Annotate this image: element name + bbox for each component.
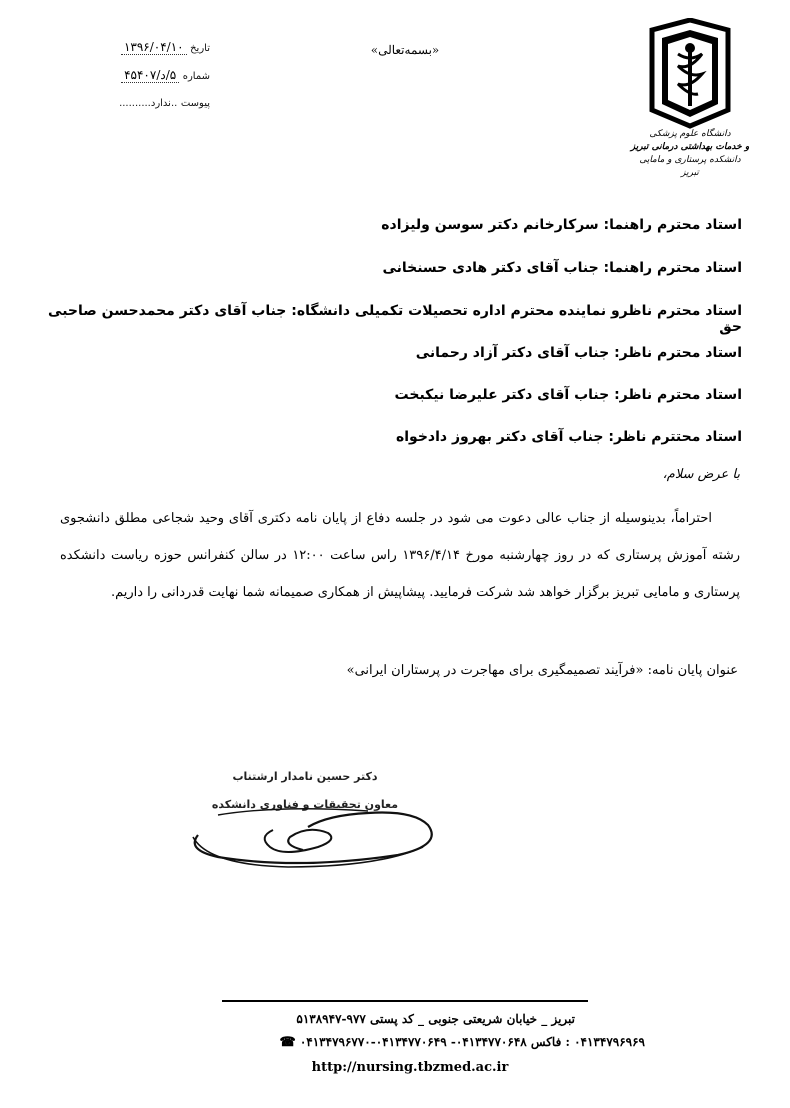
date-value: ۱۳۹۶/۰۴/۱۰ xyxy=(121,40,187,55)
number-row xyxy=(60,68,210,82)
recipient-line: استاد محترم راهنما: سرکارخانم دکتر سوسن ولیزاده xyxy=(381,217,742,233)
telephone-icon: ☎ xyxy=(279,1035,296,1050)
date-row xyxy=(60,40,210,54)
recipient-line: استاد محترم راهنما: جناب آقای دکتر هادی حسنخانی xyxy=(382,260,742,276)
university-logo xyxy=(630,18,750,183)
logo-text-line1: دانشگاه علوم پزشکی xyxy=(649,129,731,139)
date-label: تاریخ xyxy=(190,43,210,54)
logo-text-line3: دانشکده پرستاری و مامایی تبریز xyxy=(639,155,741,178)
footer-phones xyxy=(145,1035,645,1050)
bismillah-heading: «بسمه‌تعالی» xyxy=(370,43,440,57)
thesis-title: عنوان پایان نامه: «فرآیند تصمیمگیری برای مهاجرت در پرستاران ایرانی» xyxy=(346,663,738,678)
logo-text-line2: و خدمات بهداشتی درمانی تبریز xyxy=(630,142,750,152)
footer-divider xyxy=(222,1000,588,1002)
signatory-name: دکتر حسین نامدار ارشتناب xyxy=(232,770,378,783)
handwritten-signature xyxy=(178,775,448,895)
recipient-line: استاد محتترم ناظر: جناب آقای دکتر بهروز دادخواه xyxy=(395,429,742,445)
number-value: ۵/د/۴۵۴۰۷ xyxy=(121,68,179,83)
attachment-row xyxy=(60,96,210,109)
signatory-title: معاون تحقیقات و فناوری دانشکده xyxy=(211,798,399,811)
recipient-line: استاد محترم ناظر: جناب آقای دکتر علیرضا نیکبخت xyxy=(394,387,742,403)
footer-address: تبریز _ خیابان شریعتی جنوبی _ کد پستی ۹۷۷-۵۱۳۸۹۴۷ xyxy=(296,1012,575,1026)
attachment-value: ..ندارد.......... xyxy=(119,98,178,109)
letter-body xyxy=(60,500,740,611)
body-paragraph: احتراماً، بدینوسیله از جناب عالی دعوت می شود در جلسه دفاع از پایان نامه دکتری آقای وحید شجاعی مطلق دانشجوی رشته آموزش پرستاری که در روز چهارشنبه مورخ ۱۳۹۶/۴/۱۴ راس ساعت ۱۲:۰۰ در سالن کنفرانس حوزه ریاست دانشکده پرستاری و مامایی تبریز برگزار خواهد شد شرکت فرمایید. پیشاپیش از همکاری صمیمانه شما نهایت قدردانی را داریم. xyxy=(60,511,740,600)
greeting: با عرض سلام، xyxy=(662,467,740,482)
attachment-label: پیوست xyxy=(180,98,210,109)
recipient-line: استاد محترم ناظرو نماینده محترم اداره تحصیلات تکمیلی دانشگاه: جناب آقای دکتر محمدحسن صاحبی حق xyxy=(48,303,742,335)
phone-numbers: ۰۴۱۳۴۷۹۶۹۶۹ : فاکس ۰۴۱۳۴۷۷۰۶۴۸- ۰۴۱۳۴۷۷۰۶۴۹-۰۴۱۳۴۷۹۶۷۷۰ xyxy=(299,1035,645,1049)
footer-website: http://nursing.tbzmed.ac.ir xyxy=(311,1060,509,1075)
number-label: شماره xyxy=(182,71,210,82)
recipient-line: استاد محترم ناظر: جناب آقای دکتر آزاد رحمانی xyxy=(415,345,742,361)
